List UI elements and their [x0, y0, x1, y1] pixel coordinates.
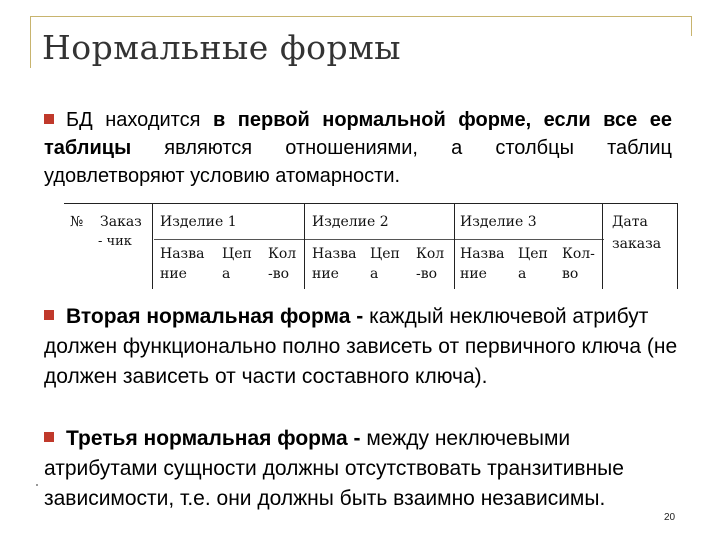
- subheader-price: а: [370, 266, 379, 282]
- header-customer: Заказ: [100, 214, 142, 230]
- header-item-2: Изделие 2: [312, 214, 389, 230]
- bullet-first-normal-form: [44, 106, 672, 190]
- table-group-divider: [154, 239, 604, 240]
- header-order-date: заказа: [612, 236, 662, 252]
- subheader-qty: Кол: [416, 246, 445, 262]
- bullet-bold-text: Вторая нормальная форма -: [66, 305, 364, 328]
- slide-title: Нормальные формы: [42, 28, 402, 67]
- bullet-text: БД находится: [66, 109, 213, 131]
- header-num: №: [70, 214, 84, 230]
- bullet-square-icon: [44, 114, 54, 124]
- header-item-3: Изделие 3: [460, 214, 537, 230]
- subheader-name: Назва: [160, 246, 205, 262]
- page-number: 20: [664, 512, 676, 523]
- subheader-qty: во: [562, 266, 579, 282]
- table-top-border: [64, 203, 678, 204]
- bullet-text: между неключевыми атрибутами сущности должны отсутствовать транзитивные зависимости, т.е. они должны быть взаимно независимы.: [44, 427, 624, 510]
- table-right-border: [677, 203, 678, 289]
- subheader-price: а: [222, 266, 231, 282]
- table-col-divider: [152, 203, 153, 289]
- subheader-price: Цеп: [222, 246, 252, 262]
- subheader-name: Назва: [312, 246, 357, 262]
- bullet-square-icon: [44, 310, 54, 320]
- subheader-name: ние: [312, 266, 339, 282]
- subheader-qty: Кол-: [562, 246, 595, 262]
- subheader-name: ние: [460, 266, 487, 282]
- header-customer: - чик: [98, 234, 132, 249]
- slide-frame-right: [691, 16, 692, 36]
- subheader-name: Назва: [460, 246, 505, 262]
- subheader-price: а: [518, 266, 527, 282]
- subheader-price: Цеп: [370, 246, 400, 262]
- table-col-divider: [602, 203, 603, 289]
- table-col-divider: [454, 203, 455, 289]
- bullet-text: каждый неключевой атрибут должен функционально полно зависеть от первичного ключа (не должен зависеть от части составного ключа).: [44, 305, 678, 388]
- subheader-price: Цеп: [518, 246, 548, 262]
- header-item-1: Изделие 1: [160, 214, 237, 230]
- subheader-qty: Кол: [268, 246, 297, 262]
- table-col-divider: [304, 203, 305, 289]
- decorative-dot: [36, 484, 38, 486]
- slide-frame-top: [30, 16, 692, 17]
- bullet-text: являются отношениями, а столбцы таблиц удовлетворяют условию атомарности.: [44, 137, 672, 187]
- bullet-third-normal-form: [44, 424, 684, 514]
- subheader-qty: -во: [268, 266, 290, 282]
- bullet-square-icon: [44, 432, 54, 442]
- subheader-qty: -во: [416, 266, 438, 282]
- subheader-name: ние: [160, 266, 187, 282]
- bullet-bold-text: в первой нормальной форме, если все ее таблицы: [44, 109, 672, 159]
- normal-form-table: [64, 203, 678, 289]
- bullet-bold-text: Третья нормальная форма -: [66, 427, 361, 450]
- bullet-second-normal-form: [44, 302, 684, 392]
- slide-frame-left: [30, 16, 31, 68]
- header-order-date: Дата: [612, 214, 648, 230]
